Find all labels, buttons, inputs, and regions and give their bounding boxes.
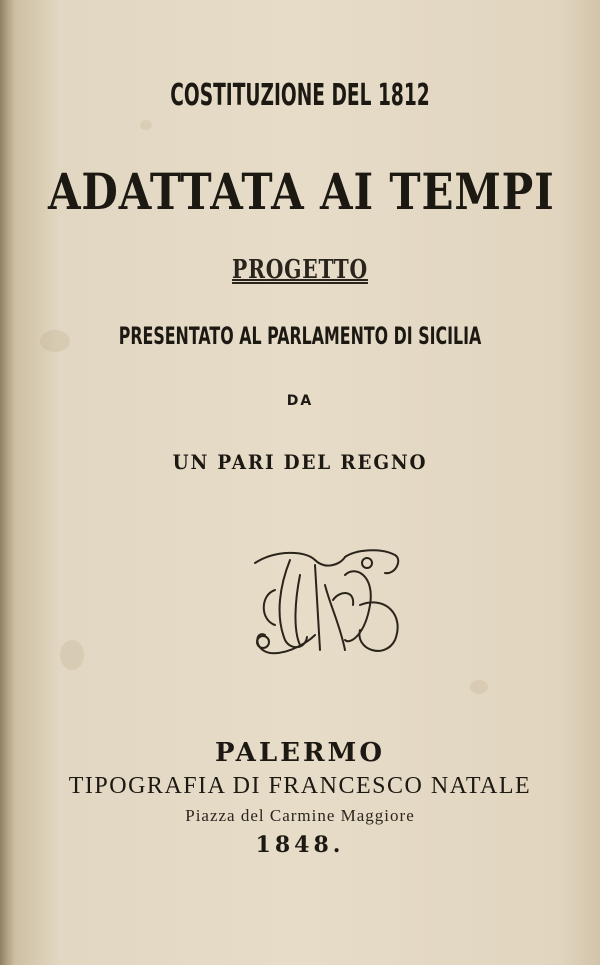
- imprint-printer: TIPOGRAFIA DI FRANCESCO NATALE: [68, 773, 532, 799]
- imprint-year: 1848.: [255, 832, 345, 858]
- foxing-stain: [60, 640, 84, 670]
- foxing-stain: [470, 680, 488, 694]
- title-line-2: ADATTATA AI TEMPI: [48, 162, 555, 221]
- foxing-stain: [140, 120, 152, 130]
- title-line-3: PROGETTO: [232, 255, 368, 285]
- imprint-address: Piazza del Carmine Maggiore: [185, 806, 415, 825]
- title-line-5: DA: [286, 393, 314, 409]
- foxing-stain: [40, 330, 70, 352]
- author-line: UN PARI DEL REGNO: [172, 450, 428, 474]
- printer-monogram-icon: [245, 545, 410, 665]
- title-line-4: PRESENTATO AL PARLAMENTO DI SICILIA: [118, 322, 482, 350]
- imprint-city: PALERMO: [215, 738, 385, 768]
- title-line-1: COSTITUZIONE DEL 1812: [170, 78, 430, 113]
